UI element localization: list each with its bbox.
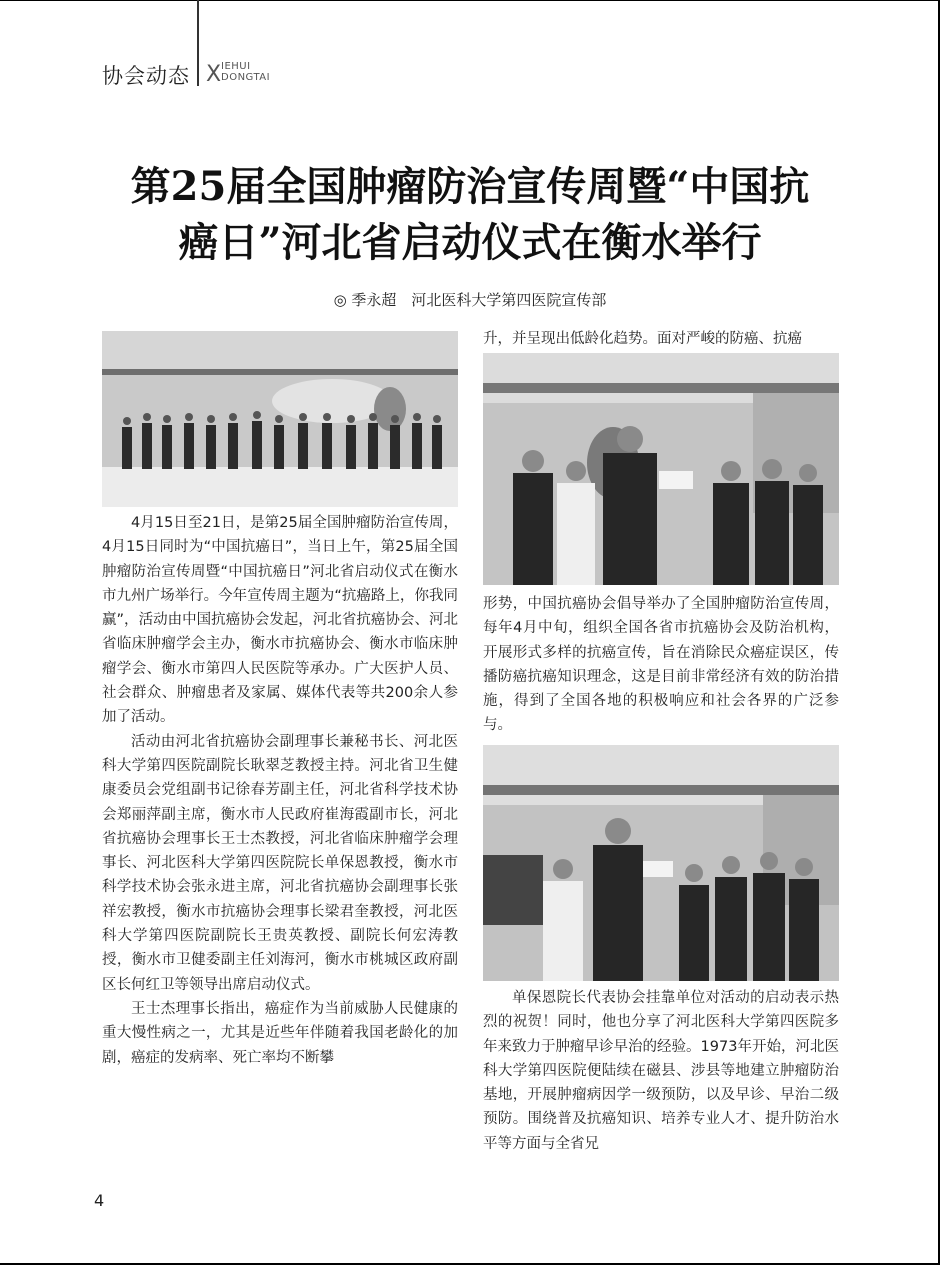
section-pinyin-initial: X [206, 62, 222, 87]
paragraph: 4月15日至21日，是第25届全国肿瘤防治宣传周，4月15日同时为“中国抗癌日”，当日上午，第25届全国肿瘤防治宣传周暨“中国抗癌日”河北省启动仪式在衡水市九州广场举行。今年宣传周主题为“抗癌路上，你我同赢”，活动由中国抗癌协会发起，河北省抗癌协会、河北省临床肿瘤学会主办，衡水市抗癌协会、衡水市临床肿瘤学会、衡水市第四人民医院等承办。广大医护人员、社会群众、肿瘤患者及家属、媒体代表等共200余人参加了活动。 [102, 515, 458, 726]
paragraph: 单保恩院长代表协会挂靠单位对活动的启动表示热烈的祝贺！同时，他也分享了河北医科大学第四医院多年来致力于肿瘤早诊早治的经验。1973年开始，河北医科大学第四医院便陆续在磁县、涉县等地建立肿瘤防治基地，开展肿瘤病因学一级预防，以及早诊、早治二级预防。围绕普及抗癌知识、培养专业人才、提升防治水平等方面与全省兄 [483, 990, 839, 1152]
section-pinyin-line2: DONGTAI [221, 72, 271, 83]
right-column-text-bottom [483, 986, 839, 1156]
paragraph: 活动由河北省抗癌协会副理事长兼秘书长、河北医科大学第四医院副院长耿翠芝教授主持。河北省卫生健康委员会党组副书记徐春芳副主任，河北省科学技术协会郑丽萍副主席，衡水市人民政府崔海霞副市长，河北省抗癌协会理事长王士杰教授，河北省临床肿瘤学会理事长、河北医科大学第四医院院长单保恩教授，衡水市科学技术协会张永进主席，河北省抗癌协会副理事长张祥宏教授，衡水市抗癌协会理事长梁君奎教授，河北医科大学第四医院副院长王贵英教授、副院长何宏涛教授，衡水市卫健委副主任刘海河，衡水市桃城区政府副区长何红卫等领导出席启动仪式。 [102, 733, 458, 993]
header-divider [197, 0, 199, 86]
paragraph-continued: 升，并呈现出低龄化趋势。面对严峻的防癌、抗癌 [483, 331, 802, 347]
right-column-text-top [483, 327, 839, 351]
section-title: 协会动态 [102, 64, 190, 88]
left-column-text [102, 511, 458, 1070]
speaker-photo-1 [483, 353, 839, 585]
section-pinyin-line1: IEHUI [221, 61, 251, 72]
article-title-line1: 第25届全国肿瘤防治宣传周暨“中国抗 [130, 163, 810, 210]
ceremony-photo-wide [102, 331, 458, 507]
frame-top-line [0, 0, 940, 1]
paragraph-continued: 形势，中国抗癌协会倡导举办了全国肿瘤防治宣传周，每年4月中旬，组织全国各省市抗癌协会及防治机构，开展形式多样的抗癌宣传，旨在消除民众癌症误区，传播防癌抗癌知识理念，这是目前非常经济有效的防治措施，得到了全国各地的积极响应和社会各界的广泛参与。 [483, 596, 839, 734]
page-number: 4 [94, 1191, 105, 1210]
right-column-text-middle [483, 592, 839, 738]
paragraph: 王士杰理事长指出，癌症作为当前威胁人民健康的重大慢性病之一，尤其是近些年伴随着我国老龄化的加剧，癌症的发病率、死亡率均不断攀 [102, 1000, 458, 1066]
article-byline: ◎ 季永超 河北医科大学第四医院宣传部 [333, 291, 607, 309]
speaker-photo-2 [483, 745, 839, 981]
article-title-line2: 癌日”河北省启动仪式在衡水举行 [178, 219, 762, 266]
